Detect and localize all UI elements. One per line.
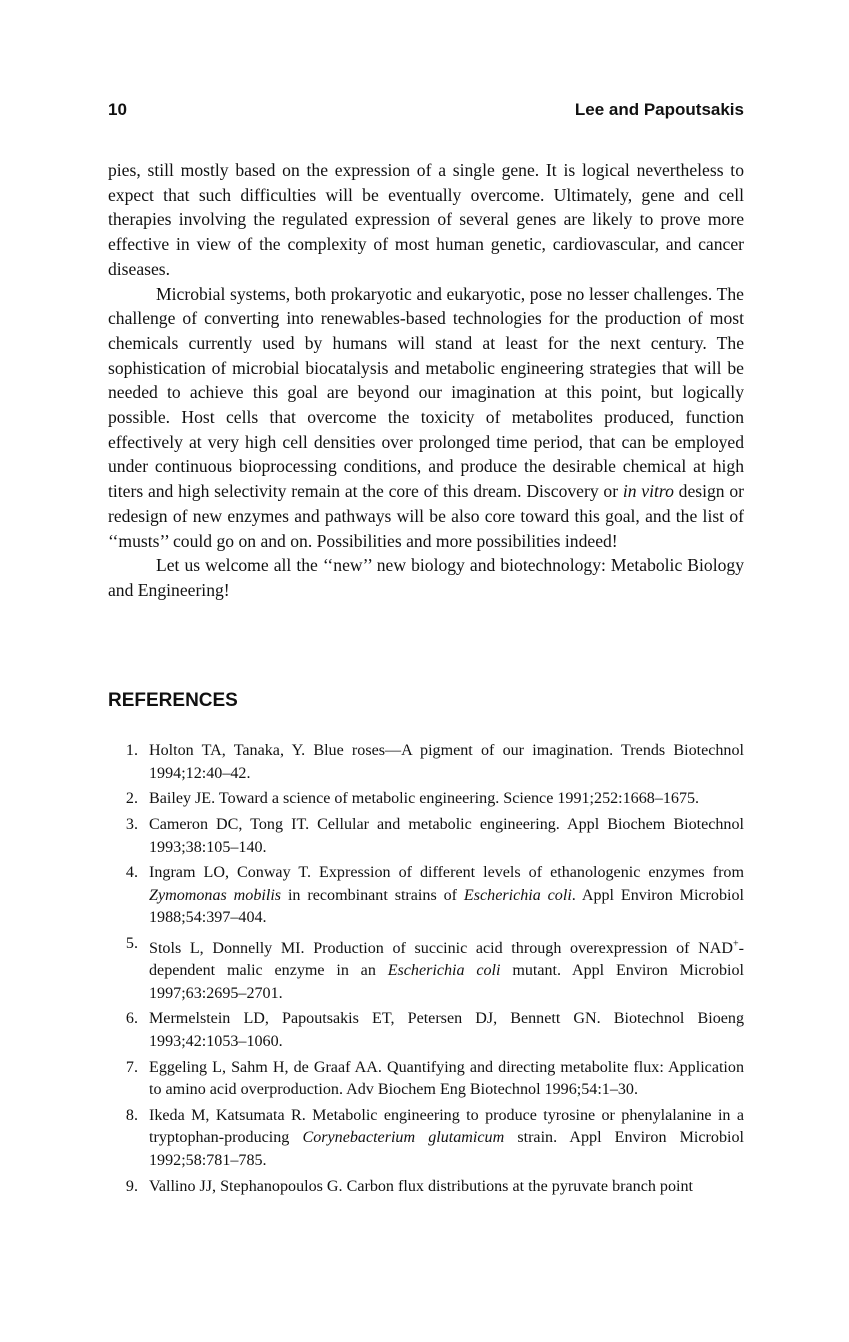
reference-text: Ikeda M, Katsumata R. Metabolic engineering to produce tyrosine or phenylalanine in a tryptophan-producing Corynebacterium glutamicum strain. Appl Environ Microbiol 1992;58:781–785.	[149, 1106, 744, 1169]
reference-item	[108, 814, 744, 859]
reference-number: 4.	[125, 864, 138, 882]
paragraph-3: Let us welcome all the ‘‘new’’ new biology and biotechnology: Metabolic Biology and Engineering!	[108, 555, 744, 600]
reference-item	[108, 1176, 744, 1199]
reference-text: Holton TA, Tanaka, Y. Blue roses—A pigment of our imagination. Trends Biotechnol 1994;12:40–42.	[149, 742, 744, 782]
reference-item	[108, 933, 744, 1005]
reference-item	[108, 1008, 744, 1053]
reference-text: Stols L, Donnelly MI. Production of succinic acid through overexpression of NAD+-dependent malic enzyme in an Escherichia coli mutant. Appl Environ Microbiol 1997;63:2695–2701.	[149, 938, 744, 1002]
paragraph-2	[108, 282, 744, 554]
running-header	[108, 100, 744, 126]
reference-text: Mermelstein LD, Papoutsakis ET, Petersen DJ, Bennett GN. Biotechnol Bioeng 1993;42:1053–1060.	[149, 1010, 744, 1050]
references-list	[108, 740, 744, 1202]
reference-text: Bailey JE. Toward a science of metabolic engineering. Science 1991;252:1668–1675.	[149, 790, 700, 808]
reference-number: 3.	[125, 816, 138, 834]
reference-number: 5.	[125, 935, 138, 953]
paragraph-2-italic: in vitro	[622, 481, 674, 502]
paragraph-2-part-b: design or redesign of new enzymes and pathways will be also core toward this goal, and the list of ‘‘musts’’ could go on and on. Possibilities and more possibilities indeed!	[108, 481, 744, 551]
reference-number: 2.	[125, 790, 138, 808]
reference-item	[108, 862, 744, 930]
reference-number: 7.	[125, 1058, 138, 1076]
reference-text: Ingram LO, Conway T. Expression of different levels of ethanologenic enzymes from Zymomonas mobilis in recombinant strains of Escherichia coli. Appl Environ Microbiol 1988;54:397–404.	[149, 864, 744, 927]
running-head-authors: Lee and Papoutsakis	[574, 100, 744, 119]
page-number: 10	[108, 100, 127, 119]
reference-item	[108, 740, 744, 785]
reference-number: 1.	[125, 742, 138, 759]
paragraph-1: pies, still mostly based on the expression of a single gene. It is logical nevertheless to expect that such difficulties will be eventually overcome. Ultimately, gene and cell therapies involving the regulated expression of several genes are likely to prove more effective in view of the complexity of most human genetic, cardiovascular, and cancer diseases.	[108, 160, 744, 279]
reference-text: Cameron DC, Tong IT. Cellular and metabolic engineering. Appl Biochem Biotechnol 1993;38:105–140.	[149, 816, 744, 856]
reference-text: Vallino JJ, Stephanopoulos G. Carbon flux distributions at the pyruvate branch point	[149, 1177, 693, 1195]
reference-text: Eggeling L, Sahm H, de Graaf AA. Quantifying and directing metabolite flux: Application to amino acid overproduction. Adv Biochem Eng Biotechnol 1996;54:1–30.	[149, 1058, 744, 1099]
reference-number: 6.	[125, 1010, 138, 1028]
reference-item	[108, 1105, 744, 1173]
paragraph-2-part-a: Microbial systems, both prokaryotic and eukaryotic, pose no lesser challenges. The challenge of converting into renewables-based technologies for the production of most chemicals currently used by humans will stand at least for the next century. The sophistication of microbial biocatalysis and metabolic engineering strategies that will be needed to achieve this goal are beyond our imagination at this point, but logically possible. Host cells that overcome the toxicity of metabolites produced, function effectively at very high cell densities over prolonged time period, that can be employed under continuous bioprocessing conditions, and produce the desirable chemical at high titers and high selectivity remain at the core of this dream. Discovery or	[108, 283, 744, 502]
reference-item	[108, 1057, 744, 1102]
reference-item	[108, 788, 744, 811]
reference-number: 9.	[125, 1177, 138, 1195]
references-heading: REFERENCES	[108, 690, 238, 711]
reference-number: 8.	[125, 1106, 138, 1124]
body-text	[108, 158, 744, 603]
